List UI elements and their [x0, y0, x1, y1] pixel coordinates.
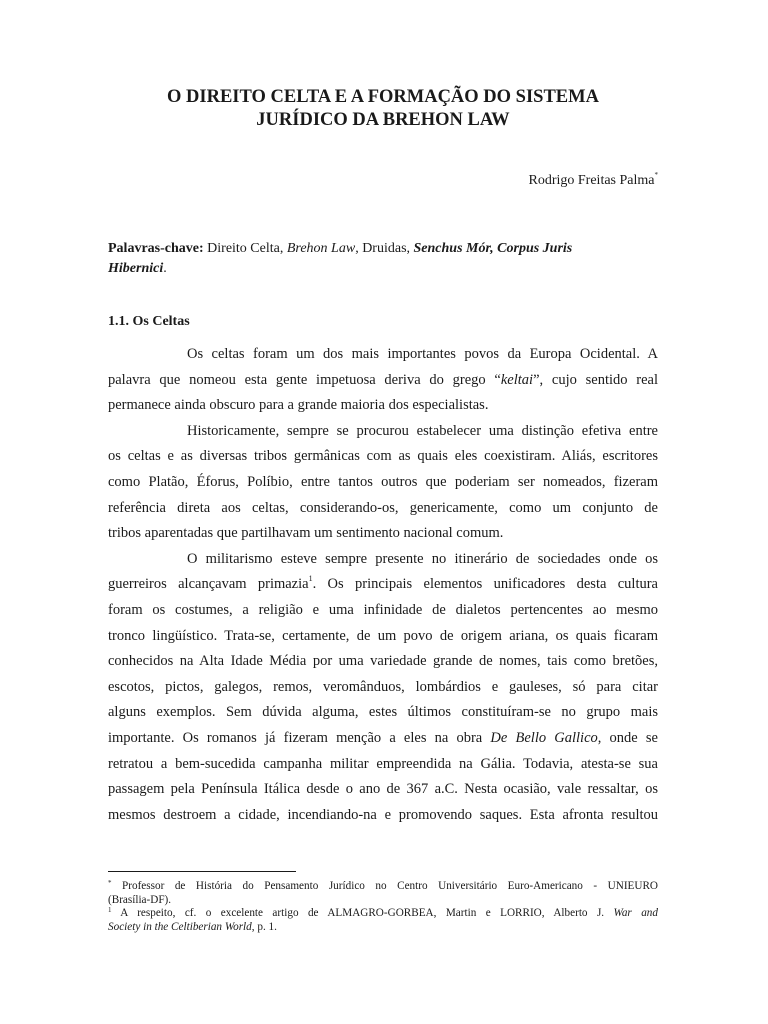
p2-line-5: tribos aparentadas que partilhavam um sentimento nacional comum. — [108, 525, 504, 542]
keywords-hibernici: Hibernici — [108, 261, 164, 276]
keywords-brehon-law: Brehon Law — [286, 241, 356, 256]
p3-line-4: tronco lingüístico. Trata-se, certamente, de um povo de origem ariana, os quais ficaram — [108, 627, 658, 644]
p1-line-2-text-b: ”, cujo sentido real — [533, 371, 658, 388]
section-heading: 1.1. Os Celtas — [108, 314, 190, 329]
title-line-2: JURÍDICO DA BREHON LAW — [256, 110, 510, 130]
author-footnote-mark[interactable]: * — [654, 171, 658, 179]
p3-line-8-text-b: , onde se — [597, 729, 658, 746]
document-page — [108, 0, 658, 1024]
p3-line-9: retratou a bem-sucedida campanha militar empreendida na Gália. Todavia, atesta-se sua — [108, 755, 658, 772]
title-line-1: O DIREITO CELTA E A FORMAÇÃO DO SISTEMA — [167, 87, 599, 107]
footnote-1-line-2 — [108, 921, 658, 935]
body-text — [108, 342, 658, 828]
p3-line-2-text: guerreiros alcançavam primazia — [108, 576, 309, 593]
p3-line-8-text: importante. Os romanos já fizeram menção a eles na obra — [108, 729, 491, 746]
p3-line-5: conhecidos na Alta Idade Média por uma variedade grande de nomes, tais como bretões, — [108, 653, 658, 670]
p2-line-2: os celtas e as diversas tribos germânicas com as quais eles coexistiram. Aliás, escritores — [108, 448, 658, 465]
keywords-senchus-corpus: Senchus Mór, Corpus Juris — [413, 241, 573, 256]
document-title — [108, 86, 658, 132]
footnote-author-line-2: (Brasília-DF). — [108, 893, 172, 906]
p3-line-3: foram os costumes, a religião e uma infinidade de dialetos pertencentes ao mesmo — [108, 601, 658, 618]
author-byline — [529, 166, 659, 190]
p3-line-1: O militarismo esteve sempre presente no itinerário de sociedades onde os — [187, 550, 658, 567]
p3-line-8 — [108, 726, 658, 752]
author-name: Rodrigo Freitas Palma — [528, 173, 655, 188]
p3-line-2-text-b: . Os principais elementos unificadores desta cultura — [312, 576, 658, 593]
footnote-author-text: Professor de História do Pensamento Jurídico no Centro Universitário Euro-Americano - UNIEURO — [111, 880, 658, 892]
p3-de-bello-gallico: De Bello Gallico — [490, 729, 598, 746]
p3-line-10: passagem pela Península Itálica desde o ano de 367 a.C. Nesta ocasião, vale ressaltar, os — [108, 781, 658, 798]
p1-line-2 — [108, 368, 658, 394]
footnote-1-line-1 — [108, 907, 658, 921]
footnote-author-mark: * — [108, 879, 112, 887]
p3-line-6: escotos, pictos, galegos, remos, veromânduos, lombárdios e gauleses, só para citar — [108, 678, 658, 695]
keywords-text-1: Direito Celta, — [203, 241, 287, 256]
p3-line-11: mesmos destroem a cidade, incendiando-na e promovendo saques. Esta afronta resultou — [108, 806, 658, 823]
keywords-text-2: , Druidas, — [355, 241, 414, 256]
p2-line-4: referência direta aos celtas, considerando-os, genericamente, como um conjunto de — [108, 499, 658, 516]
p3-line-2 — [108, 572, 658, 598]
footnote-1-page: , p. 1. — [251, 920, 277, 933]
keywords-label: Palavras-chave: — [108, 241, 204, 256]
footnote-1-mark: 1 — [108, 906, 112, 915]
footnote-author-line-1 — [108, 880, 658, 894]
p1-keltai: keltai — [500, 371, 534, 388]
footnote-1-title-b: Society in the Celtiberian World — [108, 920, 252, 933]
p1-line-1: Os celtas foram um dos mais importantes povos da Europa Ocidental. A — [187, 346, 658, 362]
keywords-text-3: . — [163, 261, 167, 276]
footnote-1-title-a: War and — [613, 907, 658, 920]
p2-line-3: como Platão, Éforus, Políbio, entre tantos outros que poderiam ser nomeados, fizeram — [108, 473, 658, 490]
footnotes — [108, 880, 658, 934]
keywords — [108, 239, 658, 279]
p2-line-1: Historicamente, sempre se procurou estabelecer uma distinção efetiva entre — [187, 422, 658, 439]
footnote-1-text: A respeito, cf. o excelente artigo de ALMAGRO-GORBEA, Martin e LORRIO, Alberto J. — [111, 907, 614, 920]
footnote-divider — [108, 871, 296, 872]
footnote-ref-1[interactable]: 1 — [308, 574, 313, 584]
p1-line-2-text: palavra que nomeou esta gente impetuosa deriva do grego “ — [108, 371, 501, 388]
p3-line-7: alguns exemplos. Sem dúvida alguma, estes últimos constituíram-se no grupo mais — [108, 704, 658, 721]
p1-line-3: permanece ainda obscuro para a grande maioria dos especialistas. — [108, 397, 489, 414]
